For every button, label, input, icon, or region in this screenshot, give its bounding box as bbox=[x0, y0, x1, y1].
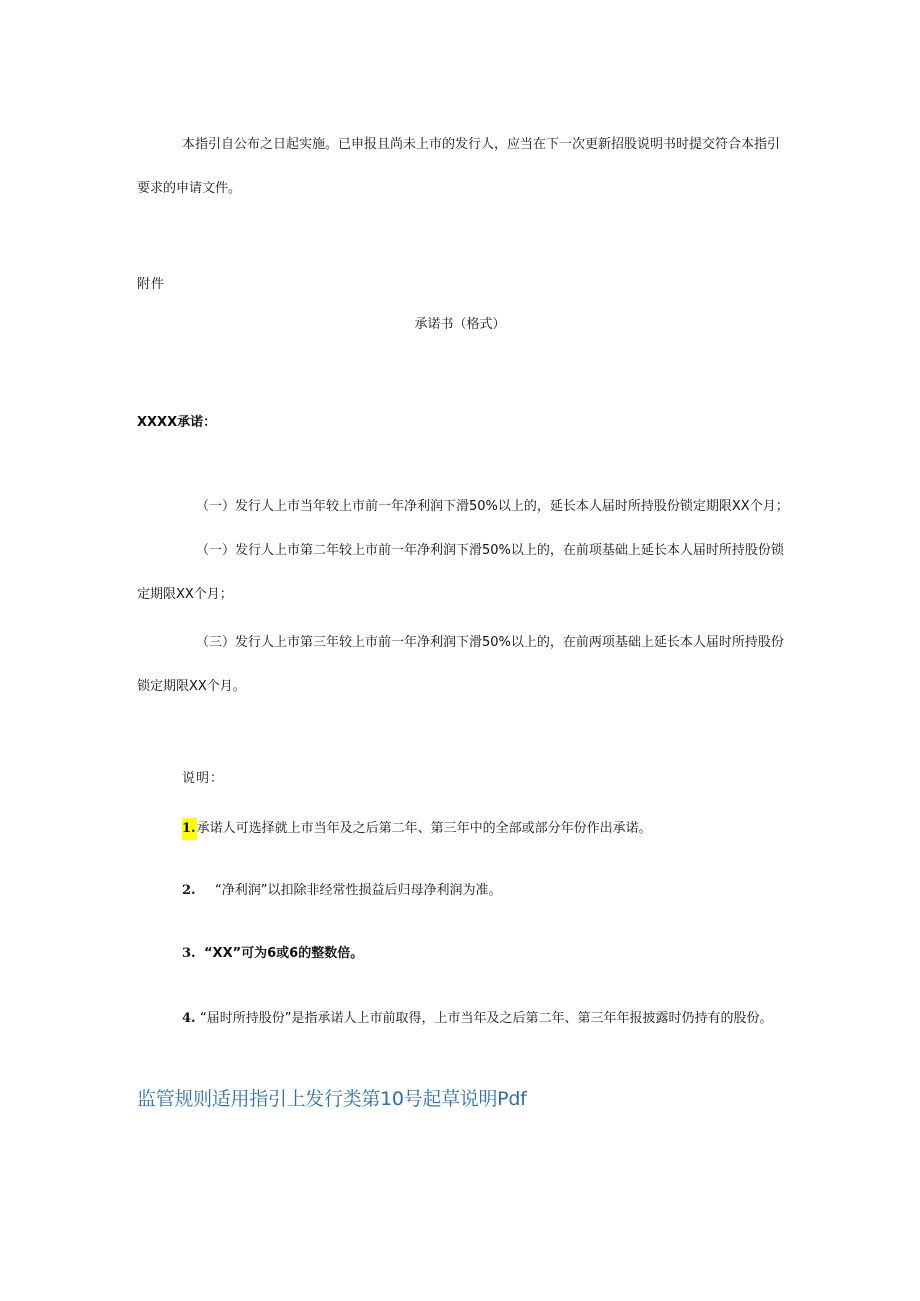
note-number-highlighted: 1. bbox=[182, 818, 197, 840]
note-number: 4. bbox=[182, 1011, 196, 1026]
attachment-label: 附件 bbox=[137, 277, 166, 292]
note-item-4 bbox=[182, 1010, 772, 1028]
clause-3-line-2: 锁定期限XX个月。 bbox=[137, 679, 246, 694]
clause-1: （一）发行人上市当年较上市前一年净利润下滑50%以上的，延长本人届时所持股份锁定期限XX个月； bbox=[196, 499, 789, 514]
note-number: 3. bbox=[182, 946, 196, 961]
intro-paragraph-line-2: 要求的申请文件。 bbox=[137, 181, 242, 196]
related-document-link[interactable]: 监管规则适用指引上发行类第10号起草说明Pdf bbox=[137, 1088, 527, 1110]
pledger-heading: XXXX承诺： bbox=[137, 415, 217, 430]
note-item-1 bbox=[182, 818, 652, 840]
note-text: “届时所持股份”是指承诺人上市前取得，上市当年及之后第二年、第三年年报披露时仍持有的股份。 bbox=[200, 1011, 773, 1026]
note-item-2 bbox=[182, 882, 501, 900]
clause-2-line-2: 定期限XX个月； bbox=[137, 587, 233, 602]
intro-paragraph-line-1: 本指引自公布之日起实施。已申报且尚未上市的发行人，应当在下一次更新招股说明书时提交符合本指引 bbox=[182, 137, 781, 152]
note-text: “XX”可为6或6的整数倍。 bbox=[204, 946, 364, 961]
note-text: “净利润”以扣除非经常性损益后归母净利润为准。 bbox=[215, 883, 502, 898]
note-text: 承诺人可选择就上市当年及之后第二年、第三年中的全部或部分年份作出承诺。 bbox=[196, 821, 652, 836]
note-item-3 bbox=[182, 945, 363, 963]
clause-2-line-1: （一）发行人上市第二年较上市前一年净利润下滑50%以上的，在前项基础上延长本人届时所持股份锁 bbox=[196, 543, 784, 558]
notes-label: 说明： bbox=[182, 771, 225, 786]
form-title: 承诺书（格式） bbox=[414, 317, 506, 332]
note-number: 2. bbox=[182, 883, 196, 898]
clause-3-line-1: （三）发行人上市第三年较上市前一年净利润下滑50%以上的，在前两项基础上延长本人届时所持股份 bbox=[196, 635, 784, 650]
